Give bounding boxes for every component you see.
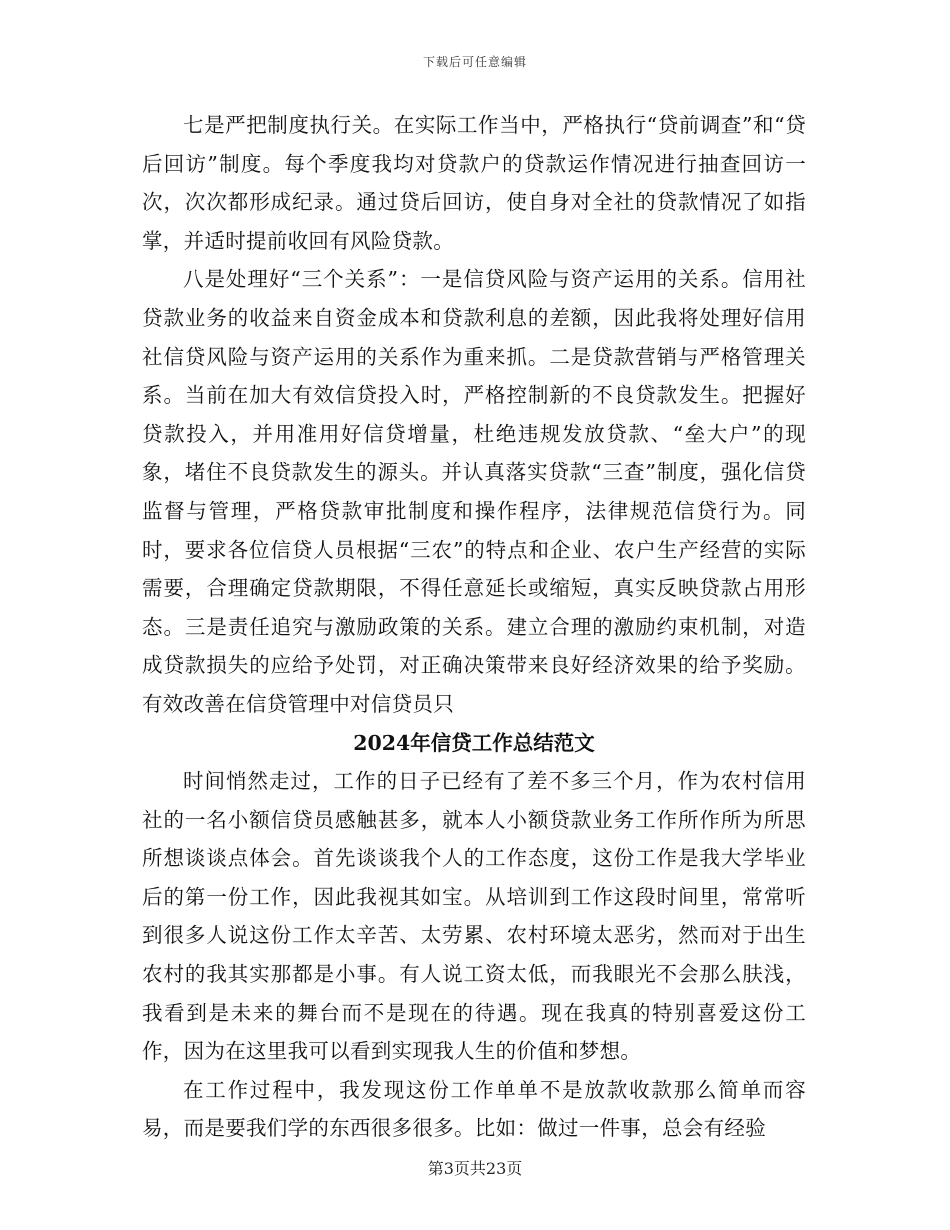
page-footer: 第3页共23页 (427, 1159, 523, 1178)
section-paragraph-work-process: 在工作过程中，我发现这份工作单单不是放款收款那么简单而容易，而是要我们学的东西很多很多。比如：做过一件事，总会有经验 (142, 1077, 806, 1141)
section-paragraph-intro: 时间悄然走过，工作的日子已经有了差不多三个月，作为农村信用社的一名小额信贷员感触甚多，就本人小额贷款业务工作所作所为所思所想谈谈点体会。首先谈谈我个人的工作态度，这份工作是我大学毕业后的第一份工作，因此我视其如宝。从培训到工作这段时间里，常常听到很多人说这份工作太辛苦、太劳累、农村环境太恶劣，然而对于出生农村的我其实那都是小事。有人说工资太低，而我眼光不会那么肤浅，我看到是未来的舞台而不是现在的待遇。现在我真的特别喜爱这份工作，因为在这里我可以看到实现我人生的价值和梦想。 (142, 769, 806, 1064)
page-header: 下载后可任意编辑 (422, 55, 527, 69)
paragraph-seven: 七是严把制度执行关。在实际工作当中，严格执行“贷前调查”和“贷后回访”制度。每个季度我均对贷款户的贷款运作情况进行抽查回访一次，次次都形成纪录。通过贷后回访，使自身对全社的贷款情况了如指掌，并适时提前收回有风险贷款。 (142, 113, 806, 253)
paragraph-eight: 八是处理好“三个关系”：一是信贷风险与资产运用的关系。信用社贷款业务的收益来自资金成本和贷款利息的差额，因此我将处理好信用社信贷风险与资产运用的关系作为重来抓。二是贷款营销与严格管理关系。当前在加大有效信贷投入时，严格控制新的不良贷款发生。把握好贷款投入，并用准用好信贷增量，杜绝违规发放贷款、“垒大户”的现象，堵住不良贷款发生的源头。并认真落实贷款“三查”制度，强化信贷监督与管理，严格贷款审批制度和操作程序，法律规范信贷行为。同时，要求各位信贷人员根据“三农”的特点和企业、农户生产经营的实际需要，合理确定贷款期限，不得任意延长或缩短，真实反映贷款占用形态。三是责任追究与激励政策的关系。建立合理的激励约束机制，对造成贷款损失的应给予处罚，对正确决策带来良好经济效果的给予奖励。有效改善在信贷管理中对信贷员只 (142, 267, 806, 716)
section-title: 2024年信贷工作总结范文 (353, 730, 595, 755)
document-body (142, 106, 806, 1148)
